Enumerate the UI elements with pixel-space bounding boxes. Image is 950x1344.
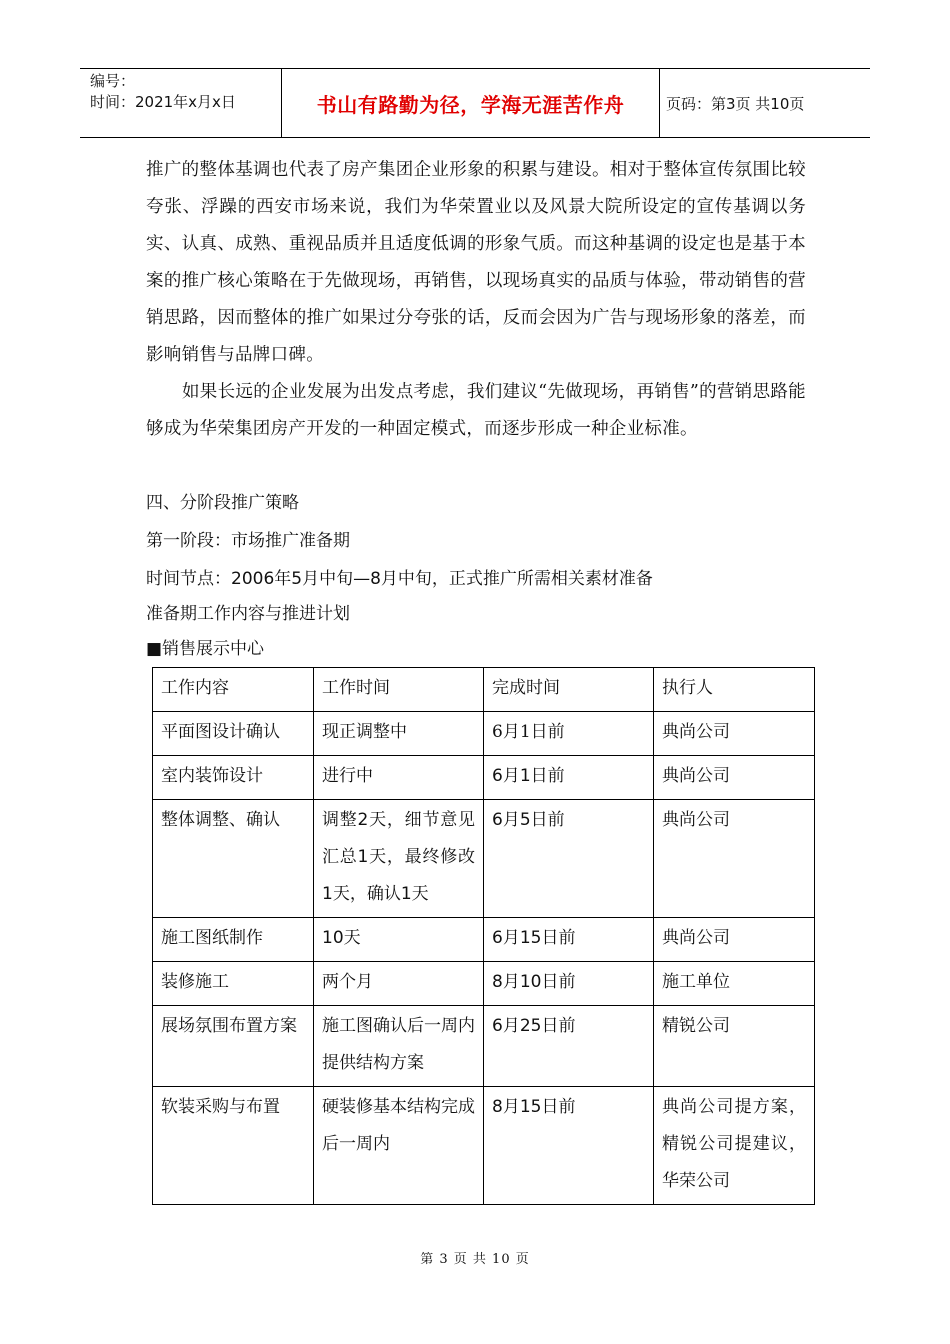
table-cell: 平面图设计确认 [153,712,314,756]
table-cell: 典尚公司 [654,918,815,962]
document-number: 编号： [90,72,136,90]
header-motto: 书山有路勤为径，学海无涯苦作舟 [282,69,660,137]
table-cell: 施工图纸制作 [153,918,314,962]
table-cell: 装修施工 [153,962,314,1006]
table-cell: 展场氛围布置方案 [153,1006,314,1087]
phase-title: 第一阶段：市场推广准备期 [146,531,350,551]
table-cell: 6月15日前 [484,918,654,962]
page-footer: 第 3 页 共 10 页 [420,1252,530,1267]
table-row [153,800,815,918]
body-text [146,152,806,448]
table-cell: 典尚公司 [654,756,815,800]
table-header-cell: 完成时间 [484,668,654,712]
table-row [153,1087,815,1205]
subsection-title: ■销售展示中心 [146,639,265,659]
table-cell: 两个月 [314,962,484,1006]
table-cell: 典尚公司 [654,800,815,918]
table-row [153,918,815,962]
table-cell: 调整2天，细节意见汇总1天，最终修改1天，确认1天 [314,800,484,918]
paragraph: 如果长远的企业发展为出发点考虑，我们建议“先做现场，再销售”的营销思路能够成为华荣集团房产开发的一种固定模式，而逐步形成一种企业标准。 [146,382,806,439]
table-header-row [153,668,815,712]
header-meta [80,69,282,137]
table-cell: 典尚公司 [654,712,815,756]
timeline-text: 时间节点：2006年5月中旬—8月中旬，正式推广所需相关素材准备 [146,569,653,589]
table-cell: 6月1日前 [484,756,654,800]
table-cell: 典尚公司提方案，精锐公司提建议，华荣公司 [654,1087,815,1205]
table-row [153,756,815,800]
work-plan-table [152,667,815,1205]
table-row [153,962,815,1006]
table-cell: 10天 [314,918,484,962]
table-cell: 室内装饰设计 [153,756,314,800]
document-date: 时间：2021年x月x日 [90,93,236,111]
table-cell: 软装采购与布置 [153,1087,314,1205]
table-row [153,712,815,756]
table-cell: 精锐公司 [654,1006,815,1087]
table-row [153,1006,815,1087]
table-header-cell: 工作时间 [314,668,484,712]
table-cell: 6月5日前 [484,800,654,918]
table-cell: 硬装修基本结构完成后一周内 [314,1087,484,1205]
table-cell: 进行中 [314,756,484,800]
table-cell: 6月1日前 [484,712,654,756]
table-cell: 施工图确认后一周内提供结构方案 [314,1006,484,1087]
table-cell: 整体调整、确认 [153,800,314,918]
section-title: 四、分阶段推广策略 [146,493,299,513]
table-cell: 施工单位 [654,962,815,1006]
table-cell: 8月10日前 [484,962,654,1006]
plan-title: 准备期工作内容与推进计划 [146,604,350,624]
table-header-cell: 执行人 [654,668,815,712]
table-cell: 现正调整中 [314,712,484,756]
table-cell: 6月25日前 [484,1006,654,1087]
page-header [80,68,870,138]
table-cell: 8月15日前 [484,1087,654,1205]
header-page-number: 页码：第3页 共10页 [666,94,805,113]
table-header-cell: 工作内容 [153,668,314,712]
paragraph: 推广的整体基调也代表了房产集团企业形象的积累与建设。相对于整体宣传氛围比较夸张、浮躁的西安市场来说，我们为华荣置业以及风景大院所设定的宣传基调以务实、认真、成熟、重视品质并且适度低调的形象气质。而这种基调的设定也是基于本案的推广核心策略在于先做现场，再销售，以现场真实的品质与体验，带动销售的营销思路，因而整体的推广如果过分夸张的话，反而会因为广告与现场形象的落差，而影响销售与品牌口碑。 [146,160,806,365]
